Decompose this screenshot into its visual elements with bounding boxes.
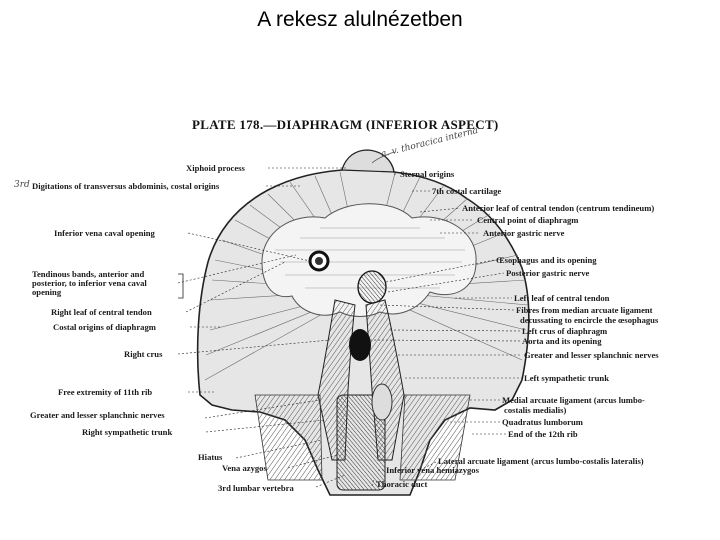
label-digitations: Digitations of transversus abdominis, costal origins (32, 181, 220, 191)
label-aorta-opening: Aorta and its opening (522, 336, 602, 346)
label-tendinous-bands-3: opening (32, 287, 62, 297)
oesophageal-opening (358, 271, 386, 303)
label-lateral-arcuate: Lateral arcuate ligament (arcus lumbo-costalis lateralis) (438, 456, 644, 466)
label-left-crus: Left crus of diaphragm (522, 326, 608, 336)
label-xiphoid-process: Xiphoid process (186, 163, 245, 173)
handwritten-note-vessel: a. v. thoracica interna (380, 125, 480, 160)
aortic-opening (349, 329, 371, 361)
label-posterior-gastric-nerve: Posterior gastric nerve (506, 268, 590, 278)
label-quadratus-lumborum: Quadratus lumborum (502, 417, 583, 427)
label-hiatus: Hiatus (198, 452, 223, 462)
label-left-sympathetic-trunk: Left sympathetic trunk (524, 373, 609, 383)
label-sternal-origins: Sternal origins (400, 169, 455, 179)
label-costal-origins: Costal origins of diaphragm (53, 322, 156, 332)
label-right-sympathetic-trunk: Right sympathetic trunk (82, 427, 173, 437)
label-free-extremity-11th-rib: Free extremity of 11th rib (58, 387, 153, 397)
label-anterior-leaf: Anterior leaf of central tendon (centrum tendineum) (462, 203, 655, 213)
label-central-point: Central point of diaphragm (477, 215, 579, 225)
label-oesophagus-opening: Œsophagus and its opening (496, 255, 597, 265)
label-thoracic-duct: Thoracic duct (376, 479, 428, 489)
label-tendinous-bands-1: Tendinous bands, anterior and (32, 269, 145, 279)
label-fibres-median-arcuate-2: decussating to encircle the œsophagus (520, 315, 659, 325)
handwritten-note-left: 3rd (14, 180, 30, 190)
label-splanchnic-nerves-right: Greater and lesser splanchnic nerves (30, 410, 165, 420)
label-medial-arcuate-2: costalis medialis) (504, 405, 567, 415)
label-3rd-lumbar-vertebra: 3rd lumbar vertebra (218, 483, 294, 493)
label-inferior-vena-caval-opening: Inferior vena caval opening (54, 228, 155, 238)
plate-title: PLATE 178.—DIAPHRAGM (INFERIOR ASPECT) (192, 117, 499, 132)
label-anterior-gastric-nerve: Anterior gastric nerve (483, 228, 565, 238)
slide-title: A rekesz alulnézetben (257, 8, 463, 31)
label-tendinous-bands-2: posterior, to inferior vena caval (32, 278, 147, 288)
label-right-leaf: Right leaf of central tendon (51, 307, 152, 317)
label-vena-azygos: Vena azygos (222, 463, 267, 473)
label-left-leaf: Left leaf of central tendon (514, 293, 610, 303)
label-right-crus: Right crus (124, 349, 163, 359)
label-splanchnic-nerves-left: Greater and lesser splanchnic nerves (524, 350, 659, 360)
label-7th-costal-cartilage: 7th costal cartilage (432, 186, 502, 196)
label-medial-arcuate-1: Medial arcuate ligament (arcus lumbo- (502, 395, 645, 405)
label-end-12th-rib: End of the 12th rib (508, 429, 578, 439)
label-fibres-median-arcuate-1: Fibres from median arcuate ligament (516, 305, 653, 315)
label-inferior-vena-hemiazygos: Inferior vena hemiazygos (386, 465, 479, 475)
